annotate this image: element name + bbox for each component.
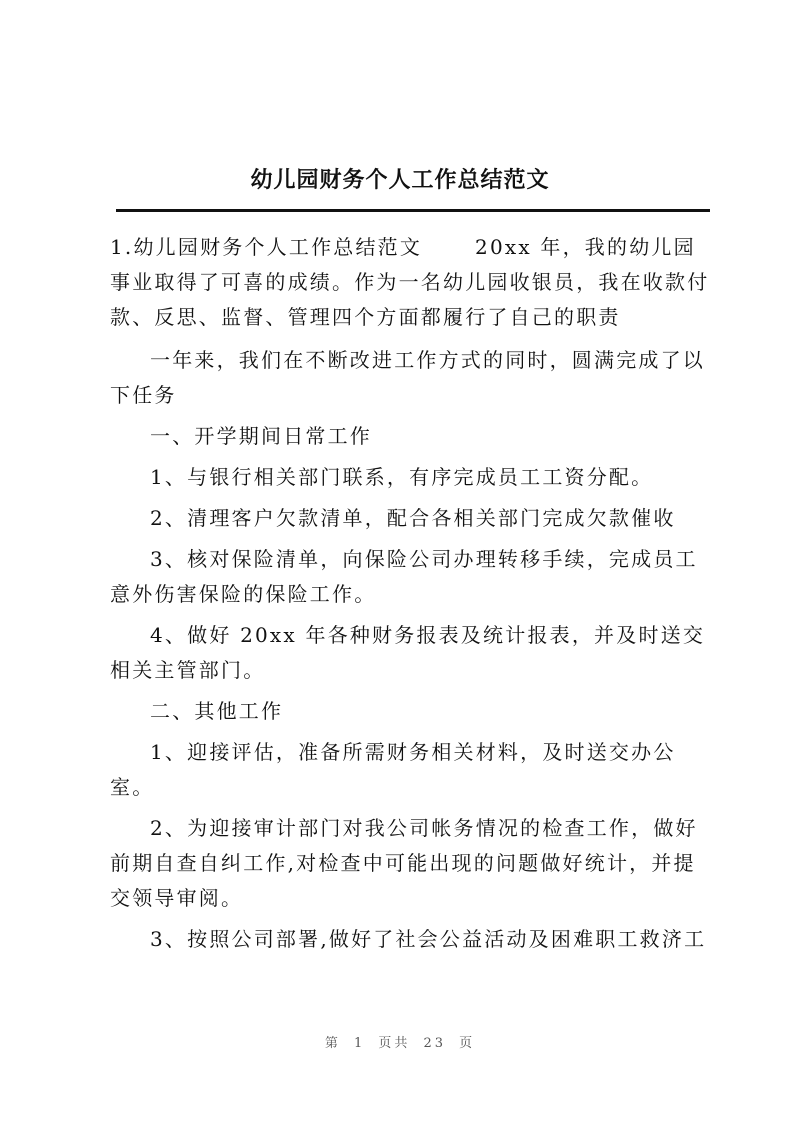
list-item: 2、清理客户欠款清单，配合各相关部门完成欠款催收 bbox=[150, 506, 676, 530]
list-item: 1、迎接评估，准备所需财务相关材料，及时送交办公室。 bbox=[110, 740, 676, 799]
document-body bbox=[110, 230, 714, 963]
list-item: 3、按照公司部署,做好了社会公益活动及困难职工救济工 bbox=[150, 927, 707, 951]
page-footer: 第 1 页共 23 页 bbox=[324, 1036, 476, 1051]
section-heading-1: 一、开学期间日常工作 bbox=[150, 424, 372, 448]
section-heading-2: 二、其他工作 bbox=[150, 699, 284, 723]
title-divider bbox=[116, 209, 710, 212]
list-item: 3、核对保险清单，向保险公司办理转移手续，完成员工意外伤害保险的保险工作。 bbox=[110, 547, 698, 606]
list-item: 2、为迎接审计部门对我公司帐务情况的检查工作，做好前期自查自纠工作,对检查中可能出现的问题做好统计，并提交领导审阅。 bbox=[110, 816, 698, 910]
paragraph-intro: 1.幼儿园财务个人工作总结范文 20xx 年，我的幼儿园事业取得了可喜的成绩。作为一名幼儿园收银员，我在收款付款、反思、监督、管理四个方面都履行了自己的职责 bbox=[110, 235, 710, 329]
document-title: 幼儿园财务个人工作总结范文 bbox=[250, 167, 550, 193]
list-item: 4、做好 20xx 年各种财务报表及统计报表，并及时送交相关主管部门。 bbox=[110, 623, 706, 682]
paragraph-summary: 一年来，我们在不断改进工作方式的同时，圆满完成了以下任务 bbox=[110, 348, 705, 407]
list-item: 1、与银行相关部门联系，有序完成员工工资分配。 bbox=[150, 465, 654, 489]
